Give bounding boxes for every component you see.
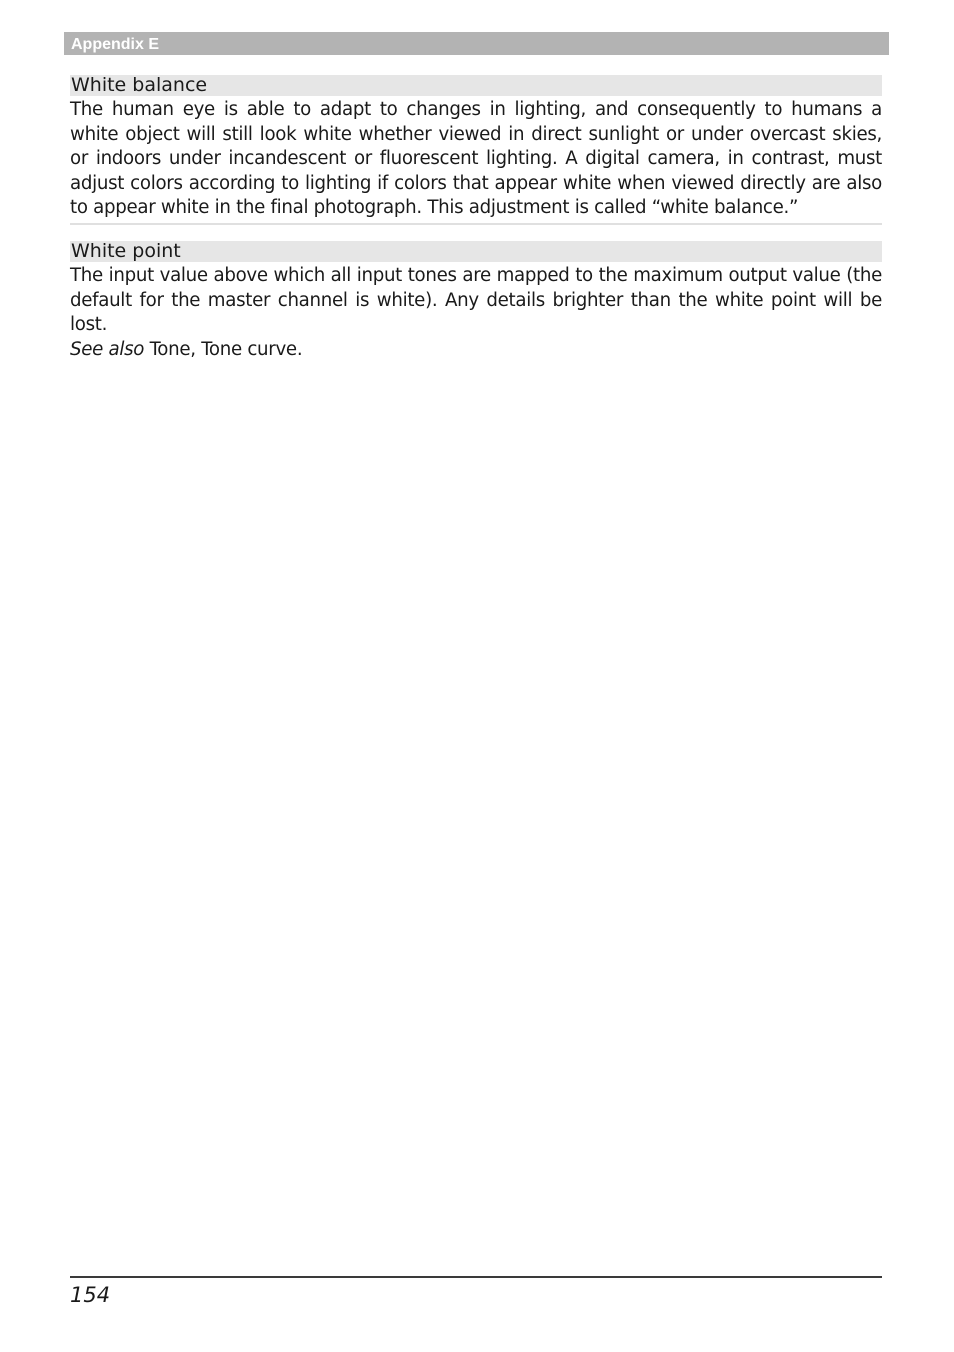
see-also-label: See also xyxy=(70,338,145,360)
glossary-entry-white-balance xyxy=(70,75,882,225)
entry-title: White point xyxy=(70,241,882,262)
see-also-terms: Tone, Tone curve. xyxy=(149,338,303,360)
entry-body: The input value above which all input tones are mapped to the maximum output value (the default for the master channel is white). Any details brighter than the white point will be lost. xyxy=(70,265,882,336)
glossary-entry-white-point xyxy=(70,241,882,362)
see-also xyxy=(70,338,882,363)
footer-rule xyxy=(70,1276,882,1278)
section-header-bar xyxy=(64,32,889,55)
entry-divider xyxy=(70,223,882,225)
entry-title: White balance xyxy=(70,75,882,96)
entry-body: The human eye is able to adapt to changes in lighting, and consequently to humans a white object will still look white whether viewed in direct sunlight or under overcast skies, or indoors under incandescent or fluorescent lighting. A digital camera, in contrast, must adjust colors according to lighting if colors that appear white when viewed directly are also to appear white in the final photograph. This adjustment is called “white balance.” xyxy=(70,99,882,219)
section-header-label: Appendix E xyxy=(71,36,160,53)
page-number: 154 xyxy=(70,1283,111,1307)
